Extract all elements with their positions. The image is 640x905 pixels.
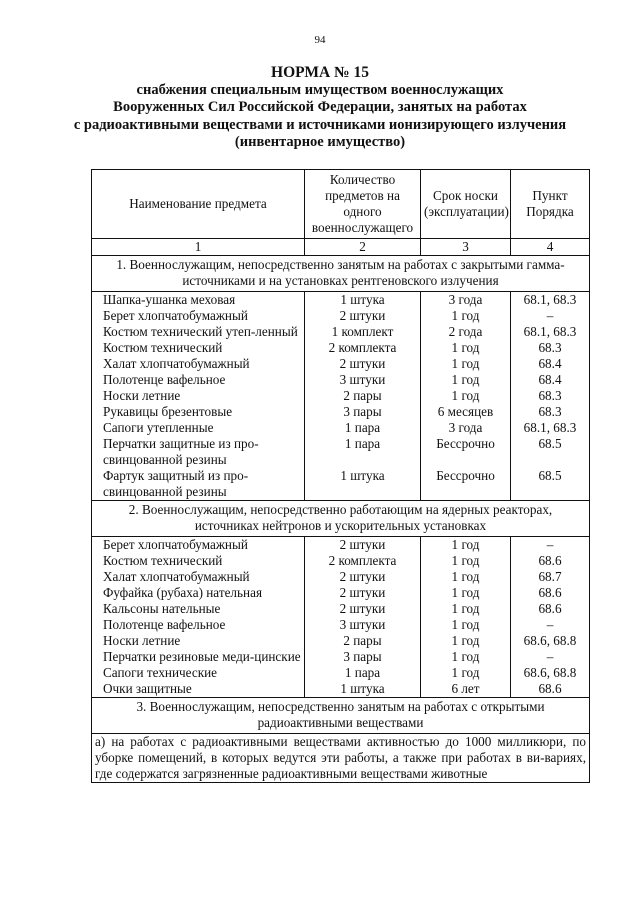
item-order-clause: 68.6 [511,553,590,569]
item-wear-period: 1 год [421,633,511,649]
table-row [92,649,590,665]
column-number: 4 [511,239,590,256]
item-order-clause: 68.7 [511,569,590,585]
item-order-clause: 68.4 [511,372,590,388]
item-order-clause: 68.6 [511,601,590,617]
table-row [92,308,590,324]
column-header-item: Наименование предмета [92,170,305,239]
item-order-clause: 68.1, 68.3 [511,420,590,436]
item-order-clause: 68.5 [511,468,590,501]
item-wear-period: 1 год [421,649,511,665]
table-row [92,292,590,309]
item-order-clause: 68.6 [511,681,590,698]
table-row [92,388,590,404]
item-name: Фартук защитный из про-свинцованной резины [92,468,305,501]
column-header-wear-period: Срок носки (эксплуатации) [421,170,511,239]
section-heading-row [92,256,590,292]
table-row [92,537,590,554]
item-order-clause: – [511,649,590,665]
column-header-order-clause: Пункт Порядка [511,170,590,239]
item-quantity: 1 комплект [305,324,421,340]
item-quantity: 3 пары [305,649,421,665]
item-name: Фуфайка (рубаха) нательная [92,585,305,601]
item-quantity: 2 пары [305,633,421,649]
item-name: Перчатки защитные из про-свинцованной резины [92,436,305,468]
item-wear-period: 3 года [421,420,511,436]
item-name: Костюм технический [92,553,305,569]
item-wear-period: 6 месяцев [421,404,511,420]
item-wear-period: 1 год [421,388,511,404]
item-name: Халат хлопчатобумажный [92,356,305,372]
table-row [92,665,590,681]
item-wear-period: 1 год [421,553,511,569]
page-number: 94 [314,34,326,46]
subtitle-line: снабжения специальным имуществом военнослужащих [136,82,504,98]
item-wear-period: 1 год [421,372,511,388]
table-row [92,553,590,569]
item-order-clause: 68.1, 68.3 [511,324,590,340]
item-quantity: 3 штуки [305,372,421,388]
item-wear-period: 1 год [421,569,511,585]
item-quantity: 2 штуки [305,569,421,585]
item-name: Полотенце вафельное [92,617,305,633]
item-quantity: 2 штуки [305,356,421,372]
table-row [92,681,590,698]
subsection-text: а) на работах с радиоактивными веществами активностью до 1000 милликюри, по уборке помещений, в которых ведутся эти работы, а также при работах в ви-вариях, где содержатся загрязненные радиоактивными веществами животные [92,734,590,783]
item-wear-period: Бессрочно [421,468,511,501]
item-order-clause: 68.6, 68.8 [511,665,590,681]
subtitle-line: с радиоактивными веществами и источниками ионизирующего излучения [73,117,567,133]
item-order-clause: – [511,617,590,633]
item-name: Очки защитные [92,681,305,698]
item-order-clause: 68.3 [511,340,590,356]
item-quantity: 2 штуки [305,585,421,601]
item-quantity: 2 пары [305,388,421,404]
table-row [92,468,590,501]
item-order-clause: 68.6 [511,585,590,601]
table-header-row [92,170,590,239]
item-wear-period: 1 год [421,308,511,324]
item-quantity: 2 штуки [305,308,421,324]
item-wear-period: 1 год [421,601,511,617]
table-row [92,601,590,617]
item-name: Костюм технический утеп-ленный [92,324,305,340]
section-heading: 2. Военнослужащим, непосредственно работающим на ядерных реакторах, источниках нейтронов и ускорительных установках [92,501,590,537]
item-name: Кальсоны нательные [92,601,305,617]
item-wear-period: 1 год [421,617,511,633]
table-row [92,569,590,585]
item-quantity: 1 штука [305,681,421,698]
item-quantity: 1 штука [305,292,421,309]
subtitle-line: Вооруженных Сил Российской Федерации, занятых на работах [113,99,527,115]
item-order-clause: 68.4 [511,356,590,372]
table-row [92,617,590,633]
column-number: 1 [92,239,305,256]
section-heading: 3. Военнослужащим, непосредственно занятым на работах с открытыми радиоактивными веществами [92,698,590,734]
item-quantity: 1 пара [305,420,421,436]
item-name: Берет хлопчатобумажный [92,308,305,324]
item-order-clause: – [511,537,590,554]
item-quantity: 3 пары [305,404,421,420]
supply-norm-table [91,169,590,783]
item-wear-period: 1 год [421,537,511,554]
item-name: Халат хлопчатобумажный [92,569,305,585]
item-order-clause: 68.5 [511,436,590,468]
table-row [92,340,590,356]
item-quantity: 2 штуки [305,601,421,617]
item-quantity: 2 комплекта [305,340,421,356]
item-order-clause: 68.6, 68.8 [511,633,590,649]
table-row [92,436,590,468]
item-quantity: 1 пара [305,436,421,468]
item-order-clause: 68.3 [511,388,590,404]
item-name: Носки летние [92,633,305,649]
item-order-clause: – [511,308,590,324]
table-row [92,585,590,601]
item-order-clause: 68.3 [511,404,590,420]
column-header-quantity: Количество предметов на одного военнослужащего [305,170,421,239]
item-quantity: 2 комплекта [305,553,421,569]
item-quantity: 2 штуки [305,537,421,554]
item-name: Берет хлопчатобумажный [92,537,305,554]
table-row [92,404,590,420]
item-quantity: 1 пара [305,665,421,681]
table-row [92,372,590,388]
item-wear-period: Бессрочно [421,436,511,468]
table-row [92,324,590,340]
subsection-row [92,734,590,783]
table-row [92,356,590,372]
item-order-clause: 68.1, 68.3 [511,292,590,309]
page-title: НОРМА № 15 [271,64,369,81]
section-heading-row [92,698,590,734]
section-heading-row [92,501,590,537]
item-wear-period: 2 года [421,324,511,340]
item-name: Костюм технический [92,340,305,356]
item-name: Полотенце вафельное [92,372,305,388]
item-wear-period: 1 год [421,356,511,372]
column-number-row [92,239,590,256]
table-row [92,420,590,436]
item-wear-period: 6 лет [421,681,511,698]
item-quantity: 3 штуки [305,617,421,633]
column-number: 3 [421,239,511,256]
item-name: Носки летние [92,388,305,404]
section-heading: 1. Военнослужащим, непосредственно занятым на работах с закрытыми гамма-источниками и на установках рентгеновского излучения [92,256,590,292]
item-wear-period: 1 год [421,340,511,356]
item-name: Шапка-ушанка меховая [92,292,305,309]
item-name: Сапоги технические [92,665,305,681]
subtitle-line: (инвентарное имущество) [234,134,406,150]
item-wear-period: 1 год [421,665,511,681]
item-name: Перчатки резиновые меди-цинские [92,649,305,665]
item-name: Сапоги утепленные [92,420,305,436]
item-wear-period: 1 год [421,585,511,601]
table-row [92,633,590,649]
column-number: 2 [305,239,421,256]
item-wear-period: 3 года [421,292,511,309]
item-quantity: 1 штука [305,468,421,501]
item-name: Рукавицы брезентовые [92,404,305,420]
